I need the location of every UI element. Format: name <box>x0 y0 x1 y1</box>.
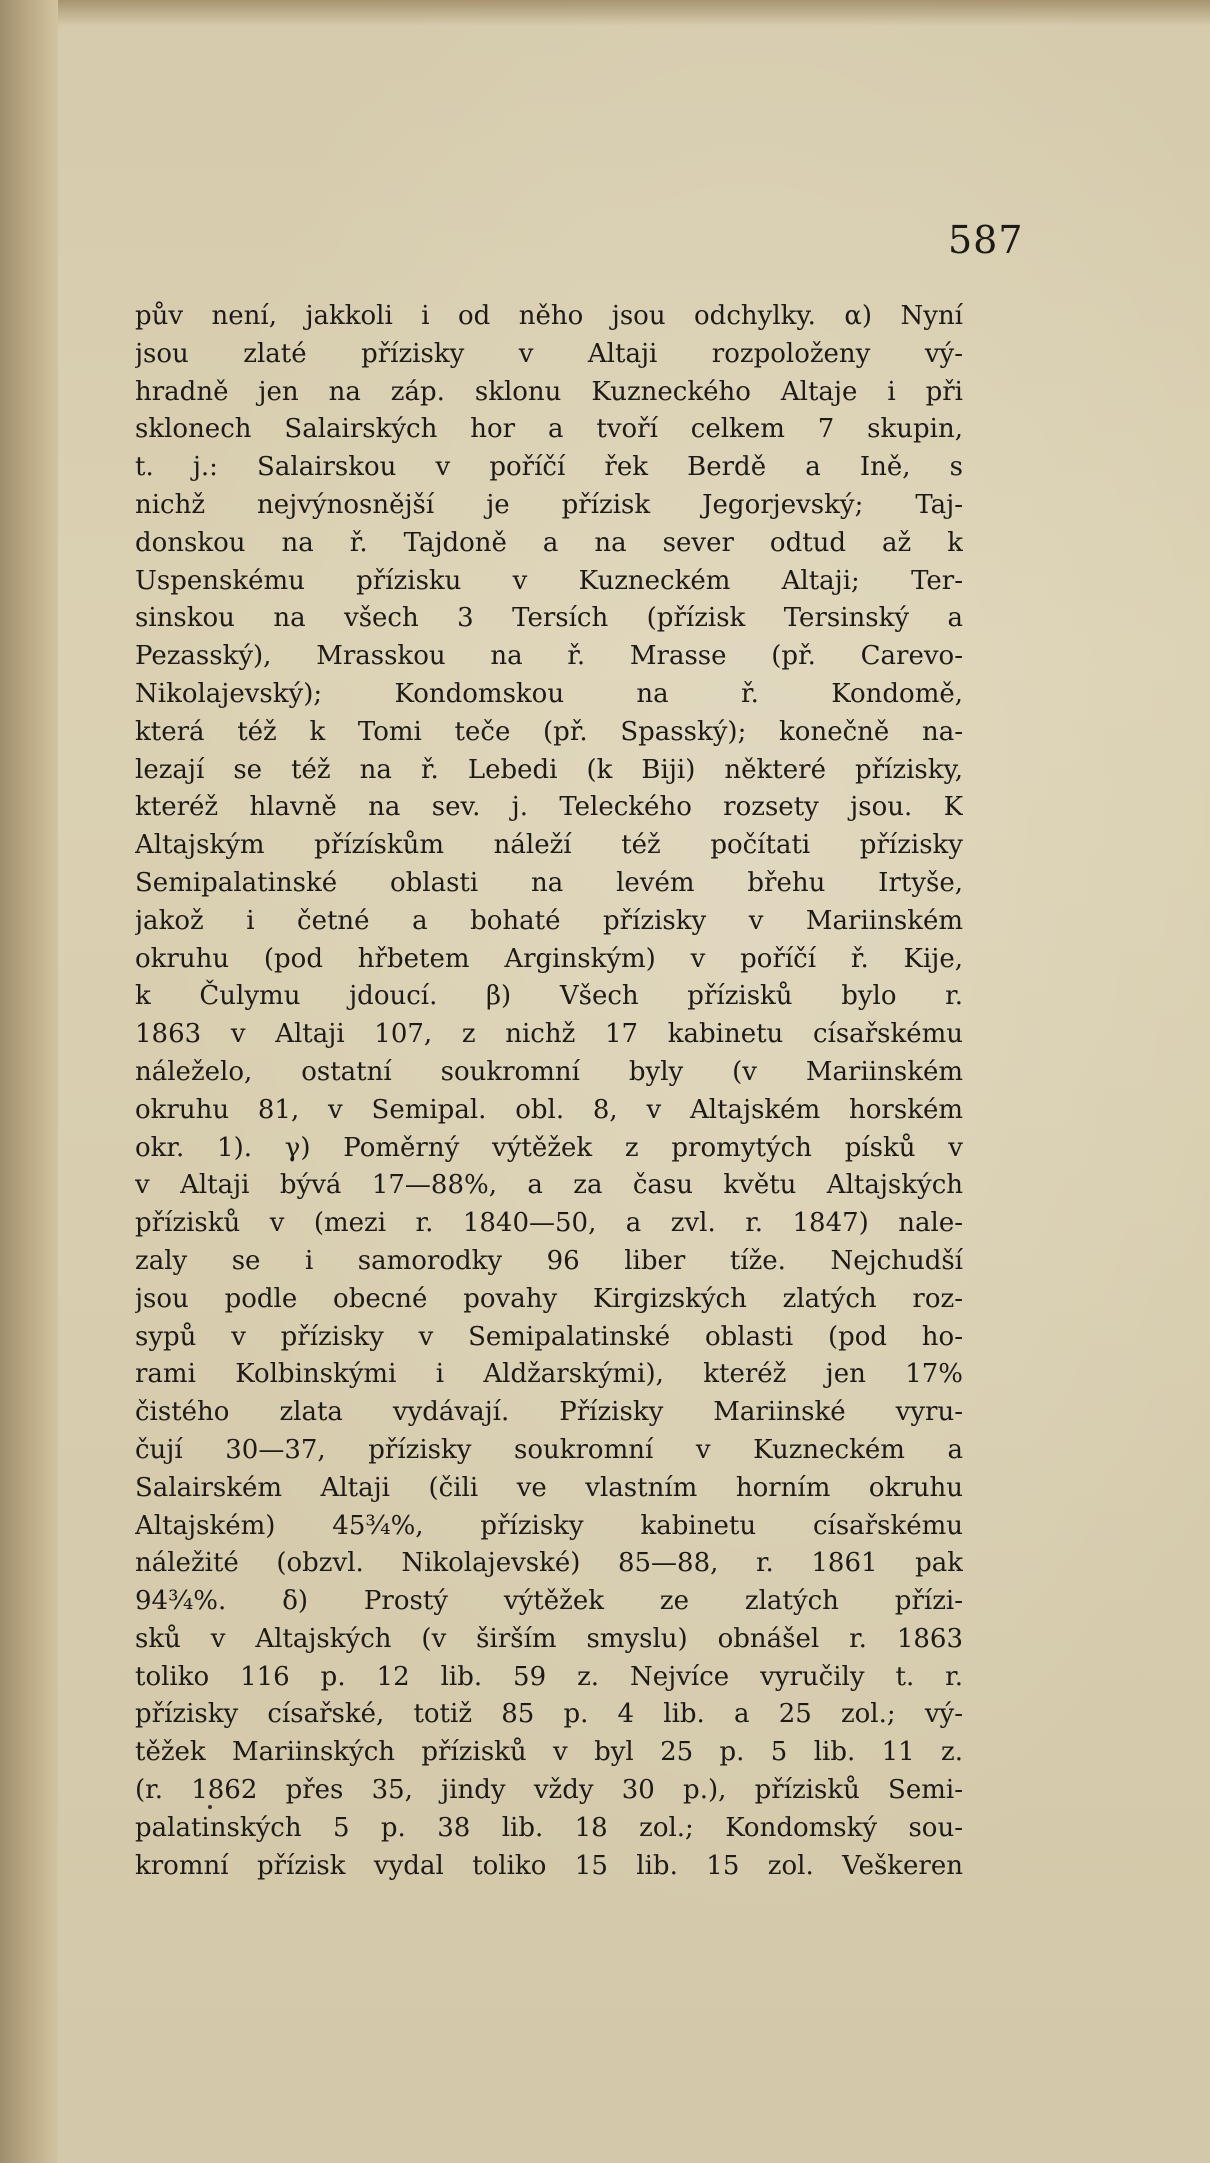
text-line: sypů v přízisky v Semipalatinské oblasti (pod ho- <box>135 1321 963 1352</box>
text-line: k Čulymu jdoucí. β) Všech přízisků bylo r. <box>135 981 963 1012</box>
text-line: 1863 v Altaji 107, z nichž 17 kabinetu císařskému <box>135 1019 963 1050</box>
text-line: Nikolajevský); Kondomskou na ř. Kondomě, <box>135 678 963 709</box>
text-line: přízisků v (mezi r. 1840—50, a zvl. r. 1847) nale- <box>135 1208 963 1239</box>
text-line: sinskou na všech 3 Tersích (přízisk Tersinský a <box>135 603 963 634</box>
text-line: (r. 1862 přes 35, jindy vždy 30 p.), přízisků Semi- <box>135 1775 963 1806</box>
text-line: donskou na ř. Tajdoně a na sever odtud až k <box>135 527 963 558</box>
text-line: Semipalatinské oblasti na levém břehu Irtyše, <box>135 867 963 898</box>
text-line: čistého zlata vydávají. Přízisky Mariinské vyru- <box>135 1397 963 1428</box>
text-line: nichž nejvýnosnější je přízisk Jegorjevský; Taj- <box>135 489 963 520</box>
text-line: přízisky císařské, totiž 85 p. 4 lib. a 25 zol.; vý- <box>135 1699 963 1730</box>
text-line: která též k Tomi teče (př. Spasský); konečně na- <box>135 716 963 747</box>
text-line: jsou podle obecné povahy Kirgizských zlatých roz- <box>135 1283 963 1314</box>
page-top-shadow <box>58 0 1210 26</box>
text-line: Pezasský), Mrasskou na ř. Mrasse (př. Carevo- <box>135 641 963 672</box>
book-page <box>58 0 1210 2163</box>
text-line: lezají se též na ř. Lebedi (k Biji) některé přízisky, <box>135 754 963 785</box>
text-line: těžek Mariinských přízisků v byl 25 p. 5 lib. 11 z. <box>135 1737 963 1768</box>
text-line: jsou zlaté přízisky v Altaji rozpoloženy vý- <box>135 338 963 369</box>
text-line: okruhu 81, v Semipal. obl. 8, v Altajském horském <box>135 1094 963 1125</box>
text-line: kteréž hlavně na sev. j. Teleckého rozsety jsou. K <box>135 792 963 823</box>
text-line: náležité (obzvl. Nikolajevské) 85—88, r. 1861 pak <box>135 1548 963 1579</box>
text-line: pův není, jakkoli i od něho jsou odchylky. α) Nyní <box>135 301 963 331</box>
text-line: Uspenskému přízisku v Kuzneckém Altaji; Ter- <box>135 565 963 596</box>
text-line: hradně jen na záp. sklonu Kuzneckého Altaje i při <box>135 376 963 407</box>
text-line: náleželo, ostatní soukromní byly (v Mariinském <box>135 1056 963 1087</box>
text-line: okr. 1). γ) Poměrný výtěžek z promytých písků v <box>135 1132 963 1163</box>
page-number: 587 <box>948 218 1024 262</box>
text-line: v Altaji bývá 17—88%, a za času květu Altajských <box>135 1170 963 1201</box>
text-line: 94¾%. δ) Prostý výtěžek ze zlatých přízi- <box>135 1586 963 1617</box>
text-line: sků v Altajských (v širším smyslu) obnášel r. 1863 <box>135 1623 963 1654</box>
text-line: Salairském Altaji (čili ve vlastním horním okruhu <box>135 1472 963 1503</box>
text-line: zaly se i samorodky 96 liber tíže. Nejchudší <box>135 1245 963 1276</box>
text-line: okruhu (pod hřbetem Arginským) v poříčí ř. Kije, <box>135 943 963 974</box>
text-line: palatinských 5 p. 38 lib. 18 zol.; Kondomský sou- <box>135 1812 963 1843</box>
book-binding <box>0 0 58 2163</box>
text-line: t. j.: Salairskou v poříčí řek Berdě a Ině, s <box>135 452 963 483</box>
text-line: jakož i četné a bohaté přízisky v Mariinském <box>135 905 963 936</box>
ink-speck <box>208 1805 212 1809</box>
text-line: toliko 116 p. 12 lib. 59 z. Nejvíce vyručily t. r. <box>135 1661 963 1692</box>
text-line: kromní přízisk vydal toliko 15 lib. 15 zol. Veškeren <box>135 1850 963 1881</box>
text-line: sklonech Salairských hor a tvoří celkem 7 skupin, <box>135 414 963 445</box>
body-text <box>135 298 963 1885</box>
text-line: rami Kolbinskými i Aldžarskými), kteréž jen 17% <box>135 1359 963 1390</box>
text-line: čují 30—37, přízisky soukromní v Kuzneckém a <box>135 1434 963 1465</box>
text-line: Altajském) 45¾%, přízisky kabinetu císařskému <box>135 1510 963 1541</box>
text-line: Altajským přízískům náleží též počítati přízisky <box>135 830 963 861</box>
